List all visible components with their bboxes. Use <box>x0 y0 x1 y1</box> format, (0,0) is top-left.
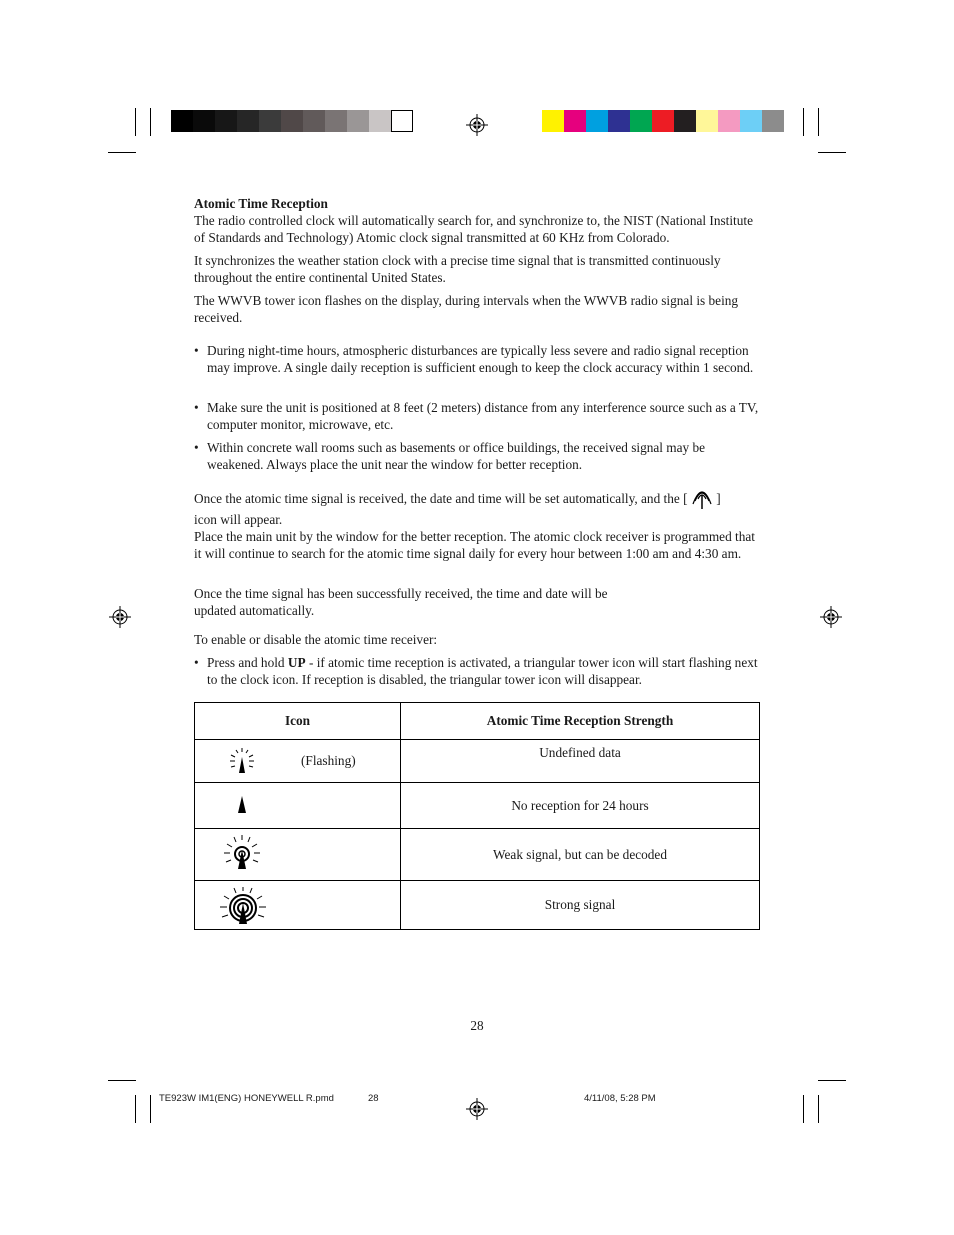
paragraph-once-line2: updated automatically. <box>194 603 315 618</box>
calibration-swatch <box>652 110 674 132</box>
calibration-swatch <box>740 110 762 132</box>
registration-mark-icon <box>466 1098 488 1120</box>
paragraph-intro: The radio controlled clock will automatically search for, and synchronize to, the NIST (National Institute of Standards and Technology) Atomic clock signal transmitted at 60 KHz from Colorado. <box>194 213 753 245</box>
footer-filename: TE923W IM1(ENG) HONEYWELL R.pmd <box>159 1093 334 1104</box>
list-item: • During night-time hours, atmospheric disturbances are typically less severe and radio signal reception may improve. A single daily reception is sufficient enough to keep the clock accuracy within 1 second. <box>194 342 760 393</box>
calibration-swatch <box>259 110 281 132</box>
calibration-swatch <box>630 110 652 132</box>
column-header-strength: Atomic Time Reception Strength <box>401 703 760 740</box>
bullet-text: During night-time hours, atmospheric disturbances are typically less severe and radio signal reception may improve. A single daily reception is sufficient enough to keep the clock accuracy within 1 second. <box>207 343 754 375</box>
list-item: • Within concrete wall rooms such as basements or office buildings, the received signal may be weakened. Always place the unit near the window for better reception. <box>194 439 760 473</box>
calibration-swatch <box>171 110 193 132</box>
table-row <box>195 740 760 783</box>
tower-icon <box>235 795 249 815</box>
list-item: • Press and hold UP - if atomic time reception is activated, a triangular tower icon will start flashing next to the clock icon. If reception is disabled, the triangular tower icon will disappear. <box>194 655 758 687</box>
strength-cell: Undefined data <box>401 740 760 783</box>
table-row <box>195 783 760 829</box>
paragraph-enable: To enable or disable the atomic time receiver: <box>194 632 438 647</box>
table-row <box>195 829 760 881</box>
calibration-swatch <box>391 110 413 132</box>
calibration-swatch <box>193 110 215 132</box>
calibration-swatch <box>718 110 740 132</box>
strength-cell: Strong signal <box>401 881 760 930</box>
calibration-swatch <box>564 110 586 132</box>
calibration-swatch <box>281 110 303 132</box>
paragraph-icon-appear: Once the atomic time signal is received, the date and time will be set automatically, and the [ ] icon will appear. <box>194 485 760 528</box>
calibration-swatch <box>369 110 391 132</box>
table-row <box>195 881 760 930</box>
calibration-swatch <box>608 110 630 132</box>
calibration-swatch <box>586 110 608 132</box>
paragraph-once-line1: Once the time signal has been successfully received, the time and date will be <box>194 586 608 601</box>
bullet-text: Within concrete wall rooms such as basements or office buildings, the received signal may be weakened. Always place the unit near the window for better reception. <box>207 440 706 472</box>
calibration-swatch <box>542 110 564 132</box>
section-heading: Atomic Time Reception <box>194 196 328 211</box>
registration-mark-icon <box>109 606 131 628</box>
atomic-signal-icon <box>691 485 713 511</box>
flashing-note: (Flashing) <box>301 753 356 768</box>
list-item: • Make sure the unit is positioned at 8 feet (2 meters) distance from any interference source such as a TV, computer monitor, microwave, etc. <box>194 400 759 432</box>
calibration-swatch <box>674 110 696 132</box>
key-up: UP <box>287 655 306 670</box>
page-number: 28 <box>470 1018 484 1033</box>
registration-mark-icon <box>466 114 488 136</box>
calibration-swatch <box>762 110 784 132</box>
bullet-text: Make sure the unit is positioned at 8 feet (2 meters) distance from any interference source such as a TV, computer monitor, microwave, etc. <box>207 400 759 432</box>
calibration-swatch <box>215 110 237 132</box>
tower-strong-signal-icon <box>219 886 267 926</box>
paragraph-tower-flash: The WWVB tower icon flashes on the display, during intervals when the WWVB radio signal is being received. <box>194 293 739 325</box>
paragraph-synchronize: It synchronizes the weather station clock with a precise time signal that is transmitted continuously throughout the entire continental United States. <box>194 253 721 285</box>
footer-date: 4/11/08, 5:28 PM <box>584 1093 656 1104</box>
footer-page: 28 <box>368 1093 379 1104</box>
column-header-icon: Icon <box>195 703 401 740</box>
reception-strength-table <box>194 702 760 930</box>
strength-cell: Weak signal, but can be decoded <box>401 829 760 881</box>
tower-weak-signal-icon <box>222 834 262 872</box>
strength-cell: No reception for 24 hours <box>401 783 760 829</box>
calibration-swatch <box>325 110 347 132</box>
registration-mark-icon <box>820 606 842 628</box>
tower-flashing-icon <box>227 746 257 776</box>
calibration-swatch <box>347 110 369 132</box>
calibration-swatch <box>303 110 325 132</box>
calibration-swatch <box>237 110 259 132</box>
paragraph-placement: Place the main unit by the window for the better reception. The atomic clock receiver is programmed that it will continue to search for the atomic time signal daily for every hour between 1:00 am and 4:30 am. <box>194 529 755 561</box>
calibration-swatch <box>696 110 718 132</box>
